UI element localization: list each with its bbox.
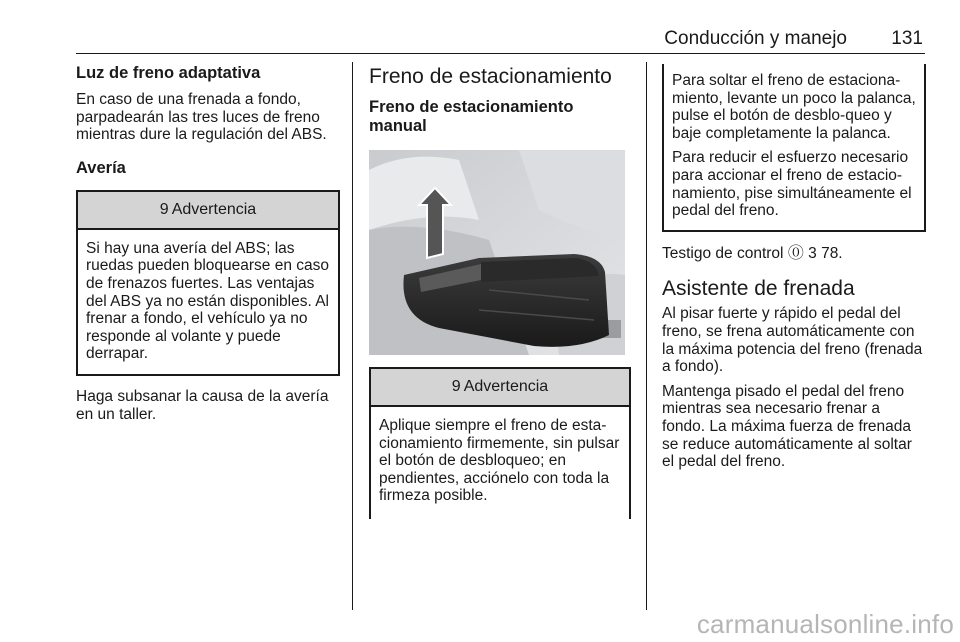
page-number: 131 (891, 28, 923, 49)
column-2 (369, 64, 631, 519)
brake-assist-title: Asistente de frenada (662, 277, 855, 301)
release-instructions-text: Para soltar el freno de estaciona-miento, levante un poco la palanca, pulse el botón de desblo-queo y baje completamente la palanca. (672, 72, 916, 142)
brake-lamp-icon: ⓪ (787, 244, 804, 262)
parking-brake-warning-box (369, 367, 631, 519)
brake-assist-text-1: Al pisar fuerte y rápido el pedal del freno, se frena automáticamente con la máxima potencia del freno (frenada a fondo). (662, 305, 923, 376)
warning-header (78, 192, 338, 230)
page-header (76, 26, 925, 54)
column-3 (662, 64, 926, 471)
warning-icon: 9 (451, 378, 461, 395)
warning-body (78, 230, 338, 374)
page-reference-link[interactable]: 3 78. (808, 244, 843, 262)
lever-photo-svg (369, 150, 625, 355)
release-instructions-box (662, 64, 926, 232)
warning-header (371, 369, 629, 407)
column-divider-1 (352, 62, 353, 610)
warning-title: Advertencia (171, 200, 257, 218)
column-1 (76, 64, 340, 423)
parking-brake-lever-illustration (369, 150, 625, 355)
lamp-prefix: Testigo de control (662, 244, 784, 262)
adaptive-brake-light-heading: Luz de freno adaptativa (76, 64, 261, 82)
warning-text: Si hay una avería del ABS; las ruedas pueden bloquearse en caso de frenazos fuertes. Las ventajas del ABS ya no están disponibles. Al frenar a fondo, el vehículo ya no responde al volante y puede derrapar. (86, 239, 330, 363)
column-divider-2 (646, 62, 647, 610)
warning-text: Aplique siempre el freno de esta-cionamiento firmemente, sin pulsar el botón de desbloqueo; en pendientes, acciónelo con toda la firmeza posible. (379, 417, 620, 505)
manual-parking-brake-heading: Freno de estacionamiento manual (369, 98, 574, 135)
brake-assist-text-2: Mantenga pisado el pedal del freno mientras sea necesario frenar a fondo. La máxima fuerza de frenada se reduce automáticamente al soltar el pedal del freno. (662, 382, 912, 471)
adaptive-brake-light-text: En caso de una frenada a fondo, parpadearán las tres luces de freno mientras dure la regulación del ABS. (76, 91, 327, 144)
warning-body (371, 407, 629, 519)
control-lamp-reference (662, 245, 926, 263)
warning-title: Advertencia (463, 378, 549, 395)
chapter-title: Conducción y manejo (664, 28, 847, 49)
fault-heading: Avería (76, 158, 126, 177)
abs-warning-box (76, 190, 340, 376)
parking-brake-title: Freno de estacionamiento (369, 65, 612, 88)
warning-icon: 9 (159, 200, 169, 218)
effort-reduction-text: Para reducir el esfuerzo necesario para accionar el freno de estacio-namiento, pise simultáneamente el pedal del freno. (672, 149, 912, 220)
watermark: carmanualsonline.info (696, 609, 954, 639)
fault-remedy-text: Haga subsanar la causa de la avería en un taller. (76, 387, 329, 423)
